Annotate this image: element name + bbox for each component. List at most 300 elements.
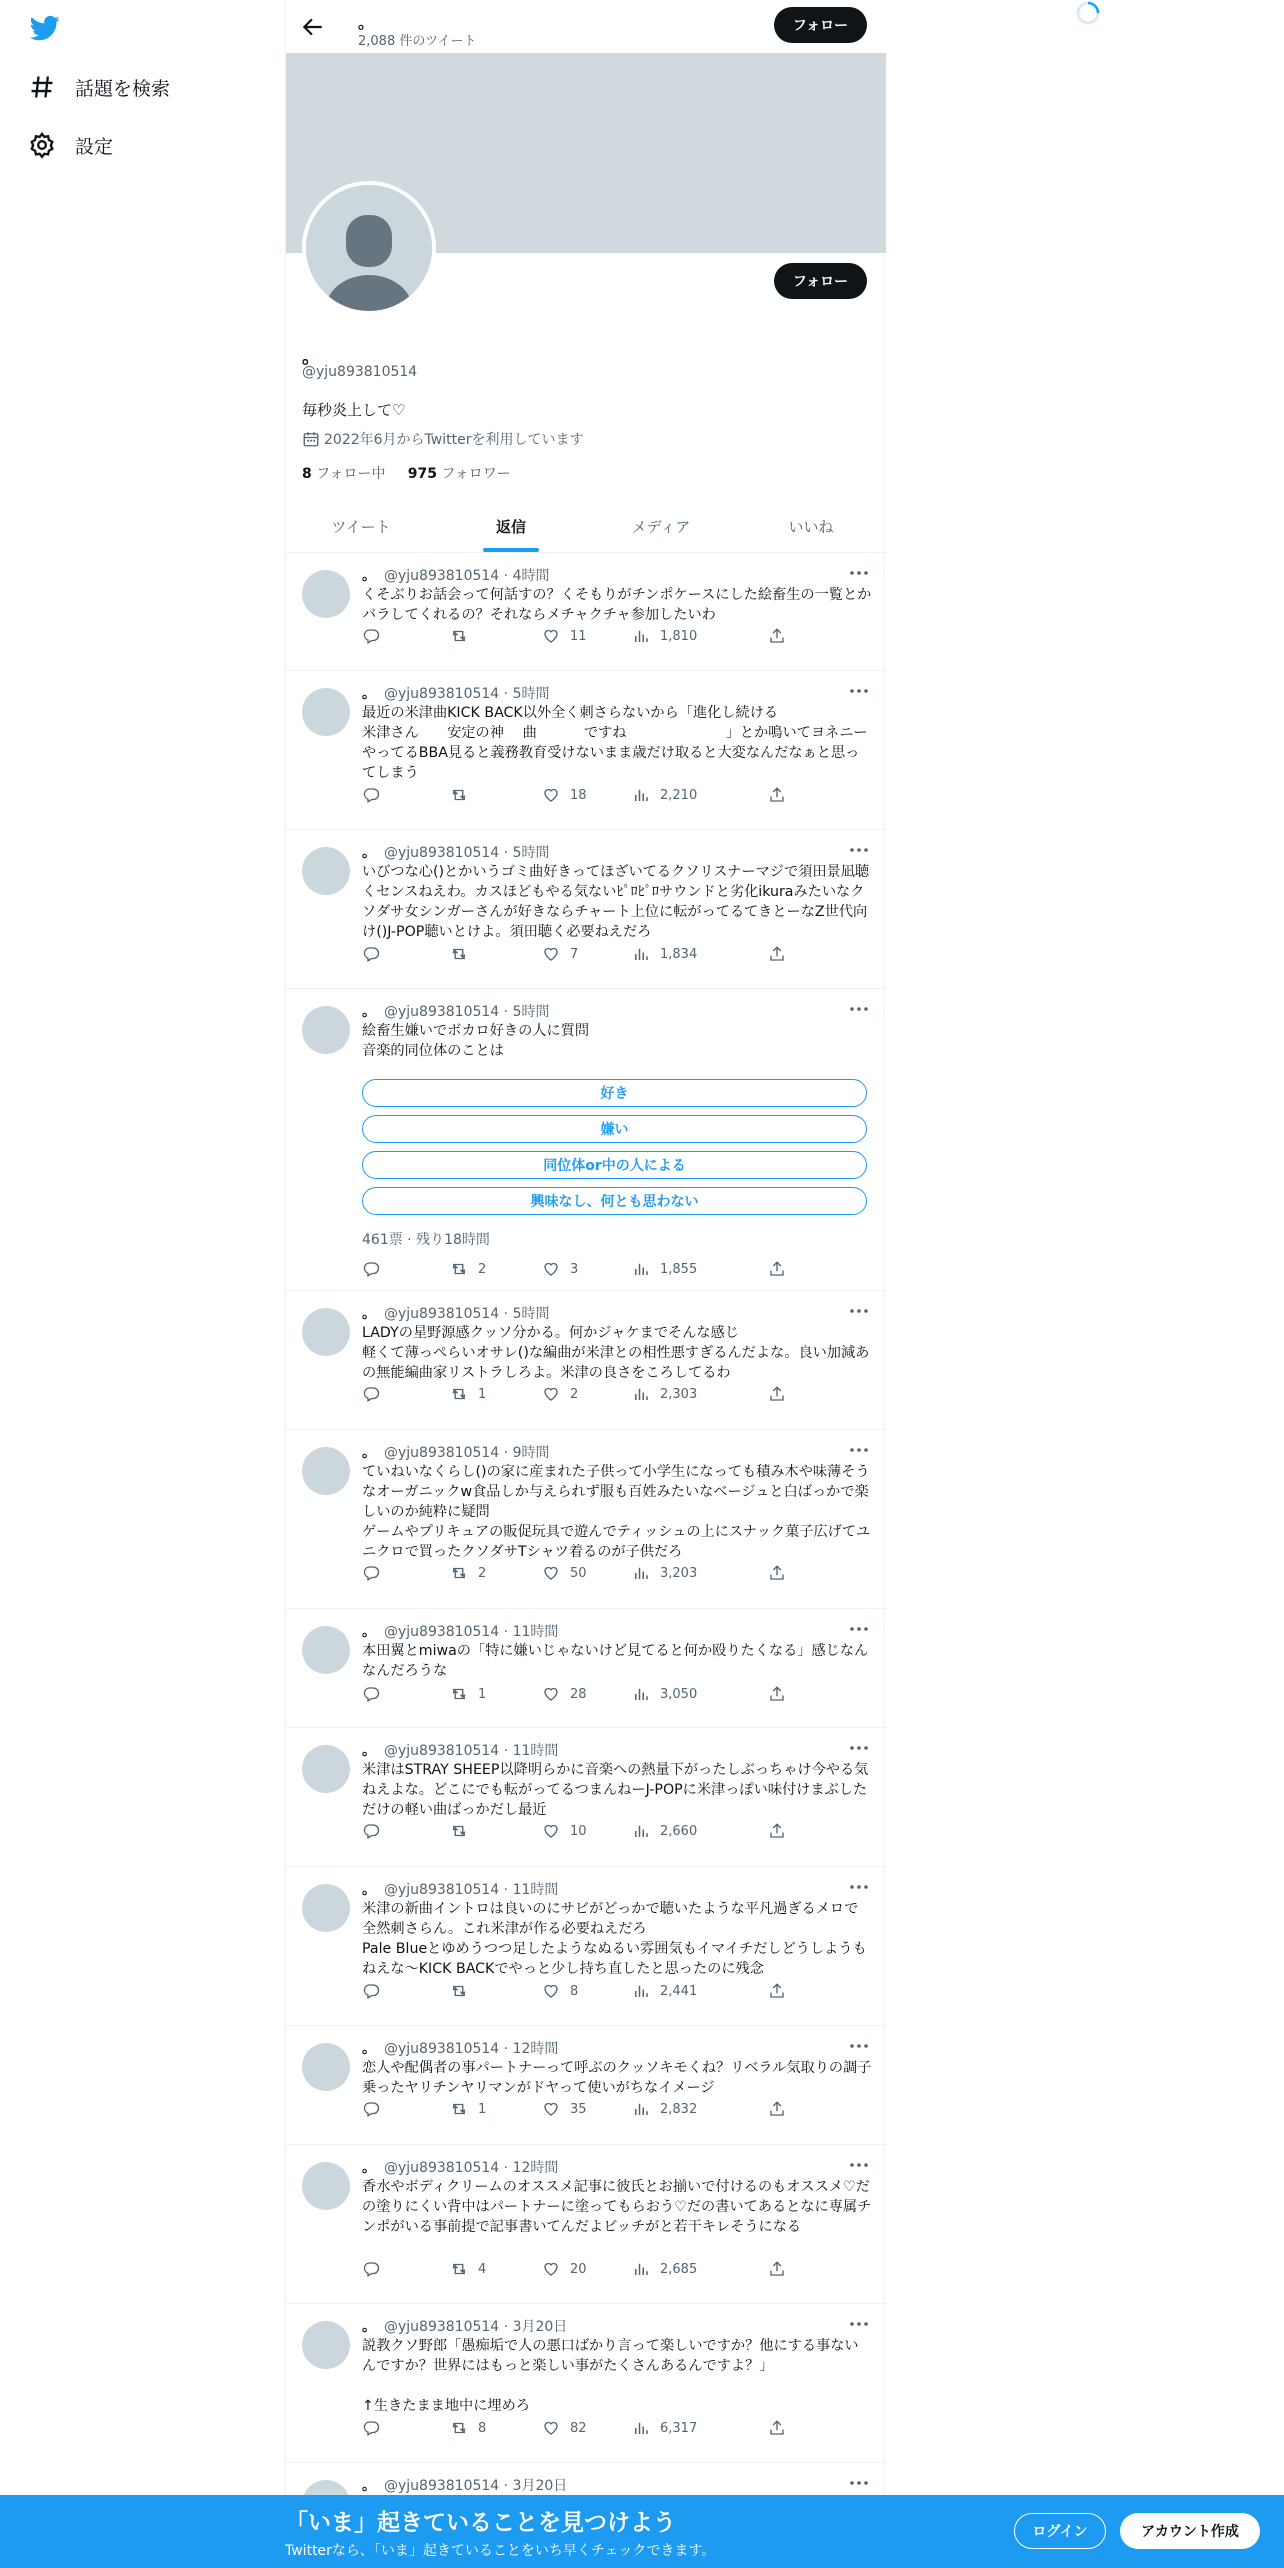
reply-icon [362, 1260, 380, 1278]
followers-count: 975 [407, 466, 437, 482]
views-count: 1,855 [660, 1261, 698, 1277]
tweet-avatar[interactable] [302, 1626, 350, 1674]
tweet-meta[interactable]: @yju893810514 · 9時間 [384, 1445, 550, 1461]
like-count: 28 [570, 1686, 587, 1702]
profile-handle: @yju893810514 [302, 364, 418, 380]
views-button[interactable] [632, 943, 697, 965]
views-button[interactable] [632, 1562, 697, 1584]
retweet-count: 4 [478, 2261, 487, 2277]
tweet-author-name[interactable]: 。 [362, 1004, 376, 1020]
more-options-icon[interactable] [848, 2316, 870, 2332]
share-icon [768, 2260, 786, 2278]
nav-settings[interactable] [28, 125, 113, 165]
views-button[interactable] [632, 2098, 697, 2120]
heart-icon [542, 1982, 560, 2000]
views-chart-icon [632, 2260, 650, 2278]
reply-button[interactable] [362, 784, 390, 806]
like-count: 3 [570, 1261, 579, 1277]
heart-icon [542, 1260, 560, 1278]
tweet-avatar[interactable] [302, 2162, 350, 2210]
retweet-count: 2 [478, 1261, 487, 1277]
views-count: 3,203 [660, 1565, 698, 1581]
tweet-avatar[interactable] [302, 1447, 350, 1495]
share-button[interactable] [768, 1562, 786, 1584]
more-options-icon[interactable] [848, 2475, 870, 2491]
tweet-header [362, 1740, 558, 1760]
reply-button[interactable] [362, 1562, 390, 1584]
tab-tweets-label: ツイート [331, 517, 391, 536]
twitter-logo-icon[interactable] [28, 13, 62, 43]
like-button[interactable] [542, 784, 587, 806]
tweet-header [362, 1879, 558, 1899]
tweet-author-name[interactable]: 。 [362, 1882, 376, 1898]
tweet-author-name[interactable]: 。 [362, 2041, 376, 2057]
views-chart-icon [632, 1982, 650, 2000]
views-button[interactable] [632, 2417, 697, 2439]
like-count: 35 [570, 2101, 587, 2117]
like-count: 8 [570, 1983, 579, 1999]
tweet-text: 絵畜生嫌いでボカロ好きの人に質問 音楽的同位体のことは [362, 1023, 590, 1059]
tweet-author-name[interactable]: 。 [362, 568, 376, 584]
like-count: 10 [570, 1823, 587, 1839]
views-chart-icon [632, 1564, 650, 1582]
retweet-icon [450, 1982, 468, 2000]
retweet-icon [450, 945, 468, 963]
following-count: 8 [302, 466, 312, 482]
reply-button[interactable] [362, 2258, 390, 2280]
more-options-icon[interactable] [848, 1879, 870, 1895]
reply-button[interactable] [362, 2098, 390, 2120]
share-button[interactable] [768, 2258, 786, 2280]
tweet-author-name[interactable]: 。 [362, 2160, 376, 2176]
tweet-actions [362, 1820, 802, 1842]
tweet-avatar[interactable] [302, 1006, 350, 1054]
retweet-icon [450, 2100, 468, 2118]
more-options-icon[interactable] [848, 1740, 870, 1756]
tweet-meta[interactable]: @yju893810514 · 11時間 [384, 1624, 559, 1640]
like-count: 82 [570, 2420, 587, 2436]
tweet-author-name[interactable]: 。 [362, 1306, 376, 1322]
login-button[interactable]: ログイン [1014, 2513, 1106, 2549]
more-options-icon[interactable] [848, 1303, 870, 1319]
tweet-author-name[interactable]: 。 [362, 686, 376, 702]
more-options-icon[interactable] [848, 842, 870, 858]
tweet-actions [362, 1980, 802, 2002]
views-chart-icon [632, 945, 650, 963]
tweet-text: ていねいなくらし()の家に産まれた子供って小学生になっても積み木や味薄そうなオーガニックw食品しか与えられず服も百姓みたいなベージュと白ばっかで楽しいのか純粋に疑問 ゲームやプリキュアの販促玩具で遊んでティッシュの上にスナック菓子広げてユニクロで買ったクソダサTシャツ着るのが子供だろ [362, 1464, 871, 1560]
share-icon [768, 627, 786, 645]
share-button[interactable] [768, 2098, 786, 2120]
retweet-button[interactable] [450, 625, 478, 647]
like-count: 50 [570, 1565, 587, 1581]
tweet-avatar[interactable] [302, 2043, 350, 2091]
share-icon [768, 2419, 786, 2437]
retweet-button[interactable] [450, 2098, 486, 2120]
tweet-text: LADYの星野源感クッソ分かる。何かジャケまでそんな感じ 軽くて薄っぺらいオサレ()な編曲が米津との相性悪すぎるんだよな。良い加減あの無能編曲家リストラしろよ。米津の良さをころしてるわ [362, 1325, 870, 1381]
tweet-card[interactable] [286, 1867, 886, 2026]
tweet-avatar[interactable] [302, 847, 350, 895]
heart-icon [542, 627, 560, 645]
profile-name: 。 [302, 347, 320, 368]
heart-icon [542, 2419, 560, 2437]
share-icon [768, 1982, 786, 2000]
retweet-icon [450, 627, 468, 645]
nav-explore-label: 話題を検索 [75, 77, 171, 100]
heart-icon [542, 1564, 560, 1582]
share-icon [768, 2100, 786, 2118]
tweet-text: 米津の新曲イントロは良いのにサビがどっかで聴いたような平凡過ぎるメロで全然刺さらん。これ米津が作る必要ねえだろ Pale Blueとゆめうつつ足したようなぬるい雰囲気もイマイチだしどうしようもねえな～KICK BACKでやっと少し持ち直したと思ったのに残念 [362, 1901, 867, 1977]
share-icon [768, 1822, 786, 1840]
like-button[interactable] [542, 1980, 578, 2002]
tweet-text: くそぶりお話会って何話すの？くそもりがチンポケースにした絵畜生の一覧とかバラしてくれるの？それならメチャクチャ参加したいわ [362, 587, 872, 623]
tweet-header [362, 842, 549, 862]
loading-spinner-icon [1075, 0, 1101, 26]
tweet-author-name[interactable]: 。 [362, 2478, 376, 2494]
tweet-meta[interactable]: @yju893810514 · 5時間 [384, 1306, 550, 1322]
reply-icon [362, 2260, 380, 2278]
reply-icon [362, 786, 380, 804]
signup-button[interactable]: アカウント作成 [1120, 2513, 1260, 2549]
more-options-icon[interactable] [848, 565, 870, 581]
views-count: 6,317 [660, 2420, 698, 2436]
tweet-card[interactable] [286, 1291, 886, 1430]
like-button[interactable] [542, 2417, 587, 2439]
followers-label: フォロワー [437, 466, 511, 482]
more-options-icon[interactable] [848, 1621, 870, 1637]
header-name: 。 [358, 13, 375, 32]
reply-button[interactable] [362, 2417, 390, 2439]
views-chart-icon [632, 786, 650, 804]
like-button[interactable] [542, 1820, 587, 1842]
tweet-actions [362, 943, 802, 965]
like-button[interactable] [542, 1383, 578, 1405]
tab-likes[interactable] [736, 500, 886, 552]
heart-icon [542, 2260, 560, 2278]
tweet-actions [362, 1562, 802, 1584]
retweet-icon [450, 1685, 468, 1703]
views-count: 2,660 [660, 1823, 698, 1839]
active-tab-indicator [483, 548, 539, 552]
tweet-meta[interactable]: @yju893810514 · 3月20日 [384, 2478, 568, 2494]
tweet-header [362, 1303, 549, 1323]
like-count: 2 [570, 1386, 579, 1402]
views-button[interactable] [632, 1258, 697, 1280]
retweet-button[interactable] [450, 943, 478, 965]
views-button[interactable] [632, 625, 697, 647]
profile-follow-button[interactable]: フォロー [774, 263, 867, 299]
views-count: 2,832 [660, 2101, 698, 2117]
following-label: フォロー中 [311, 466, 386, 482]
heart-icon [542, 1822, 560, 1840]
retweet-icon [450, 1822, 468, 1840]
reply-button[interactable] [362, 1258, 390, 1280]
tweet-header [362, 1001, 549, 1021]
retweet-button[interactable] [450, 1820, 478, 1842]
tweet-header [362, 1442, 549, 1462]
share-button[interactable] [768, 1258, 786, 1280]
default-avatar-icon [306, 185, 432, 311]
header-follow-button[interactable]: フォロー [774, 7, 867, 43]
tweet-card[interactable] [286, 553, 886, 671]
retweet-count: 1 [478, 1686, 487, 1702]
reply-icon [362, 1685, 380, 1703]
share-button[interactable] [768, 625, 786, 647]
share-button[interactable] [768, 2417, 786, 2439]
views-button[interactable] [632, 1683, 697, 1705]
tab-likes-label: いいね [788, 517, 834, 536]
heart-icon [542, 945, 560, 963]
hashtag-icon [28, 73, 56, 101]
reply-icon [362, 1564, 380, 1582]
share-icon [768, 1385, 786, 1403]
tweet-avatar[interactable] [302, 1308, 350, 1356]
nav-settings-label: 設定 [75, 135, 114, 158]
profile-header-bar [286, 0, 886, 53]
retweet-icon [450, 2260, 468, 2278]
gear-icon [28, 131, 56, 159]
retweet-icon [450, 1385, 468, 1403]
tweet-meta[interactable]: @yju893810514 · 5時間 [384, 686, 550, 702]
tweet-card[interactable] [286, 2026, 886, 2145]
views-chart-icon [632, 2419, 650, 2437]
tweet-actions [362, 784, 802, 806]
views-button[interactable] [632, 1820, 697, 1842]
retweet-icon [450, 786, 468, 804]
profile-avatar[interactable] [302, 181, 436, 315]
share-button[interactable] [768, 1820, 786, 1842]
tweet-actions [362, 625, 802, 647]
tweet-meta[interactable]: @yju893810514 · 5時間 [384, 845, 550, 861]
share-icon [768, 1260, 786, 1278]
tweet-meta[interactable]: @yju893810514 · 4時間 [384, 568, 550, 584]
reply-icon [362, 1385, 380, 1403]
reply-button[interactable] [362, 625, 390, 647]
profile-column [285, 0, 885, 2568]
tweet-header [362, 2475, 567, 2495]
like-button[interactable] [542, 1683, 587, 1705]
views-count: 2,685 [660, 2261, 698, 2277]
tweet-card[interactable] [286, 671, 886, 830]
tweet-card[interactable] [286, 2304, 886, 2463]
tweet-text: 米津はSTRAY SHEEP以降明らかに音楽への熱量下がったしぶっちゃけ今やる気ねえよな。どこにでも転がってるつまんねーJ-POPに米津っぽい味付けまぶしただけの軽い曲ばっかだし最近 [362, 1762, 869, 1818]
more-options-icon[interactable] [848, 683, 870, 699]
share-button[interactable] [768, 1383, 786, 1405]
retweet-icon [450, 2419, 468, 2437]
followers-link[interactable] [408, 466, 511, 482]
tweet-text: 香水やボディクリームのオススメ記事に彼氏とお揃いで付けるのもオススメ♡だの塗りにくい背中はパートナーに塗ってもらおう♡だの書いてあるとなに専属チンポがいる事前提で記事書いてんだよビッチがと若干キレそうになる [362, 2179, 872, 2235]
views-chart-icon [632, 627, 650, 645]
poll-option[interactable]: 興味なし、何とも思わない [362, 1187, 867, 1215]
like-count: 18 [570, 787, 587, 803]
nav-explore[interactable] [28, 67, 170, 107]
tweet-card[interactable] [286, 1430, 886, 1609]
retweet-button[interactable] [450, 1562, 486, 1584]
tweet-header [362, 565, 549, 585]
share-button[interactable] [768, 943, 786, 965]
profile-bio: 毎秒炎上して♡ [302, 401, 406, 419]
retweet-count: 8 [478, 2420, 487, 2436]
more-options-icon[interactable] [848, 2038, 870, 2054]
like-button[interactable] [542, 943, 578, 965]
join-date-text: 2022年6月からTwitterを利用しています [324, 432, 584, 448]
views-chart-icon [632, 2100, 650, 2118]
tweet-card[interactable] [286, 1728, 886, 1867]
heart-icon [542, 2100, 560, 2118]
profile-stats [302, 463, 511, 483]
tweet-text: 最近の米津曲KICK BACK以外全く刺さらないから「進化し続ける 米津さん 安定の神 曲 ですね 」とか鳴いてヨネニーやってるBBA見ると義務教育受けないまま歳だけ取ると大変なんだなぁと思ってしまう [362, 705, 868, 781]
share-icon [768, 1564, 786, 1582]
tab-media[interactable] [586, 500, 736, 552]
views-chart-icon [632, 1260, 650, 1278]
tweet-meta[interactable]: @yju893810514 · 5時間 [384, 1004, 550, 1020]
tweet-meta[interactable]: @yju893810514 · 3月20日 [384, 2319, 568, 2335]
poll-option[interactable]: 同位体or中の人による [362, 1151, 867, 1179]
tweet-actions [362, 1258, 802, 1280]
retweet-button[interactable] [450, 784, 478, 806]
heart-icon [542, 1385, 560, 1403]
tweet-avatar[interactable] [302, 1884, 350, 1932]
retweet-button[interactable] [450, 1683, 486, 1705]
profile-join-date [302, 429, 583, 449]
views-chart-icon [632, 1385, 650, 1403]
signup-banner-title: 「いま」起きていることを見つけよう [285, 2510, 676, 2536]
views-count: 1,810 [660, 628, 698, 644]
share-icon [768, 786, 786, 804]
tweet-actions [362, 2417, 802, 2439]
share-button[interactable] [768, 1683, 786, 1705]
like-button[interactable] [542, 625, 587, 647]
reply-button[interactable] [362, 1383, 390, 1405]
tweet-actions [362, 1383, 802, 1405]
retweet-button[interactable] [450, 2417, 486, 2439]
tweet-text: 恋人や配偶者の事パートナーって呼ぶのクッソキモくね？リベラル気取りの調子乗ったヤリチンヤリマンがドヤって使いがちなイメージ [362, 2060, 872, 2096]
retweet-count: 1 [478, 2101, 487, 2117]
calendar-icon [302, 430, 320, 448]
like-button[interactable] [542, 1562, 587, 1584]
tweet-header [362, 2038, 558, 2058]
like-button[interactable] [542, 2098, 587, 2120]
tweet-card[interactable] [286, 2145, 886, 2304]
tab-media-label: メディア [631, 517, 691, 536]
tweet-meta[interactable]: @yju893810514 · 11時間 [384, 1743, 559, 1759]
more-options-icon[interactable] [848, 2157, 870, 2173]
reply-icon [362, 2100, 380, 2118]
tweet-actions [362, 1683, 802, 1705]
signup-banner-subtitle: Twitterなら、「いま」起きていることをいち早くチェックできます。 [285, 2543, 716, 2559]
retweet-count: 1 [478, 1386, 487, 1402]
retweet-count: 2 [478, 1565, 487, 1581]
retweet-button[interactable] [450, 1258, 486, 1280]
tweet-card[interactable] [286, 830, 886, 989]
reply-button[interactable] [362, 1980, 390, 2002]
views-button[interactable] [632, 784, 697, 806]
tweet-author-name[interactable]: 。 [362, 2319, 376, 2335]
share-icon [768, 945, 786, 963]
share-icon [768, 1685, 786, 1703]
like-button[interactable] [542, 1258, 578, 1280]
signup-banner [0, 2495, 1284, 2568]
views-count: 2,210 [660, 787, 698, 803]
tweet-card[interactable] [286, 989, 886, 1291]
views-count: 2,303 [660, 1386, 698, 1402]
views-count: 1,834 [660, 946, 698, 962]
retweet-icon [450, 1564, 468, 1582]
views-button[interactable] [632, 2258, 697, 2280]
tweet-meta[interactable]: @yju893810514 · 12時間 [384, 2041, 559, 2057]
tweet-card[interactable] [286, 1609, 886, 1728]
tweet-text: 本田翼とmiwaの「特に嫌いじゃないけど見てると何か殴りたくなる」感じなんなんだろうな [362, 1643, 869, 1679]
tweet-avatar[interactable] [302, 1745, 350, 1793]
tweet-avatar[interactable] [302, 2321, 350, 2369]
tweet-author-name[interactable]: 。 [362, 845, 376, 861]
retweet-icon [450, 1260, 468, 1278]
retweet-button[interactable] [450, 1980, 478, 2002]
views-count: 2,441 [660, 1983, 698, 1999]
tweet-text: いびつな心()とかいうゴミ曲好きってほざいてるクソリスナーマジで須田景凪聴くセンスねえわ。カスほどもやる気ないﾋﾟﾛﾋﾟﾛサウンドと劣化ikuraみたいなクソダサ女シンガーさんが好きならチャート上位に転がってるてきとーなZ世代向け()J-POP聴いとけよ。須田聴く必要ねえだろ [362, 864, 870, 940]
tweet-avatar[interactable] [302, 570, 350, 618]
retweet-button[interactable] [450, 1383, 486, 1405]
reply-icon [362, 2419, 380, 2437]
like-count: 7 [570, 946, 579, 962]
reply-button[interactable] [362, 1820, 390, 1842]
poll-option[interactable]: 嫌い [362, 1115, 867, 1143]
retweet-button[interactable] [450, 2258, 486, 2280]
tweet-author-name[interactable]: 。 [362, 1743, 376, 1759]
reply-icon [362, 627, 380, 645]
tweet-meta[interactable]: @yju893810514 · 12時間 [384, 2160, 559, 2176]
tweet-meta[interactable]: @yju893810514 · 11時間 [384, 1882, 559, 1898]
reply-icon [362, 1822, 380, 1840]
like-count: 20 [570, 2261, 587, 2277]
tab-replies-label: 返信 [495, 517, 526, 536]
views-chart-icon [632, 1822, 650, 1840]
poll-meta: 461票 · 残り18時間 [362, 1232, 490, 1248]
tweet-avatar[interactable] [302, 688, 350, 736]
back-arrow-icon[interactable] [300, 14, 326, 40]
tweet-header [362, 683, 549, 703]
tab-tweets[interactable] [286, 500, 436, 552]
tab-replies[interactable] [436, 500, 586, 552]
tweet-author-name[interactable]: 。 [362, 1624, 376, 1640]
like-count: 11 [570, 628, 587, 644]
heart-icon [542, 1685, 560, 1703]
like-button[interactable] [542, 2258, 587, 2280]
share-button[interactable] [768, 784, 786, 806]
reply-button[interactable] [362, 1683, 390, 1705]
reply-icon [362, 1982, 380, 2000]
tweet-header [362, 2157, 558, 2177]
views-button[interactable] [632, 1980, 697, 2002]
tweet-header [362, 2316, 567, 2336]
more-options-icon[interactable] [848, 1001, 870, 1017]
tweet-actions [362, 2258, 802, 2280]
tweet-header [362, 1621, 558, 1641]
following-link[interactable] [302, 466, 386, 482]
more-options-icon[interactable] [848, 1442, 870, 1458]
reply-icon [362, 945, 380, 963]
views-chart-icon [632, 1685, 650, 1703]
views-button[interactable] [632, 1383, 697, 1405]
tweet-author-name[interactable]: 。 [362, 1445, 376, 1461]
tweet-text: 説教クソ野郎「愚痴垢で人の悪口ばかり言って楽しいですか？他にする事ないんですか？世界にはもっと楽しい事がたくさんあるんですよ？」 ↑生きたまま地中に埋めろ [362, 2338, 859, 2414]
share-button[interactable] [768, 1980, 786, 2002]
tweet-actions [362, 2098, 802, 2120]
heart-icon [542, 786, 560, 804]
reply-button[interactable] [362, 943, 390, 965]
views-count: 3,050 [660, 1686, 698, 1702]
poll-option[interactable]: 好き [362, 1079, 867, 1107]
header-tweet-count: 2,088 件のツイート [358, 34, 477, 49]
